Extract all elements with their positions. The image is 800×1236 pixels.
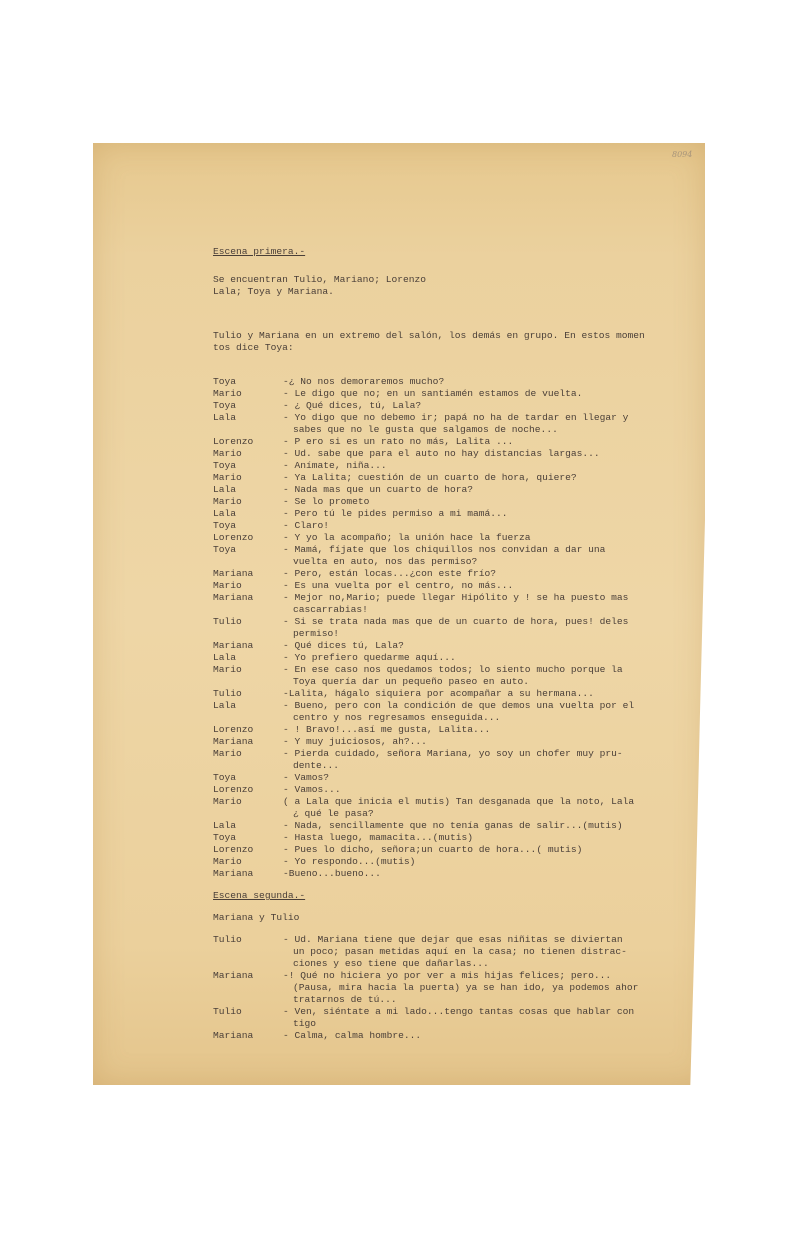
dialogue-text: vuelta en auto, nos das permiso? <box>293 556 478 567</box>
speaker-name: Mario <box>213 388 242 399</box>
dialogue-line <box>213 700 683 712</box>
dialogue-text: - Mejor no,Mario; puede llegar Hipólito y ! se ha puesto mas <box>283 592 629 603</box>
dialogue-line <box>213 568 683 580</box>
dialogue-text: - Pero, están locas...¿con este frío? <box>283 568 497 579</box>
dialogue-text: - Ud. sabe que para el auto no hay distancias largas... <box>283 448 600 459</box>
spacer <box>213 880 683 890</box>
dialogue-line <box>213 376 683 388</box>
speaker-name: Toya <box>213 376 237 387</box>
dialogue-text: tratarnos de tú... <box>293 994 397 1005</box>
speaker-name: Mariana <box>213 640 254 651</box>
speaker-name: Lorenzo <box>213 532 254 543</box>
dialogue-text: -! Qué no hiciera yo por ver a mis hijas felices; pero... <box>283 970 612 981</box>
dialogue-text: - Yo prefiero quedarme aquí... <box>283 652 456 663</box>
dialogue-text: - Yo digo que no debemo ir; papá no ha de tardar en llegar y <box>283 412 629 423</box>
dialogue-text: -¿ No nos demoraremos mucho? <box>283 376 445 387</box>
dialogue-line <box>213 532 683 544</box>
speaker-name: Lorenzo <box>213 844 254 855</box>
dialogue-text: cascarrabias! <box>293 604 368 615</box>
dialogue-text: tigo <box>293 1018 317 1029</box>
speaker-name: Mario <box>213 496 242 507</box>
dialogue-text: - Ud. Mariana tiene que dejar que esas niñitas se diviertan <box>283 934 623 945</box>
dialogue-line <box>213 1018 683 1030</box>
speaker-name: Toya <box>213 544 237 555</box>
dialogue-line <box>213 496 683 508</box>
dialogue-line <box>213 958 683 970</box>
dialogue-text: - Calma, calma hombre... <box>283 1030 422 1041</box>
dialogue-text: Toya quería dar un pequeño paseo en auto. <box>293 676 530 687</box>
dialogue-text: - Yo respondo...(mutis) <box>283 856 416 867</box>
speaker-name: Mariana <box>213 592 254 603</box>
dialogue-line <box>213 388 683 400</box>
speaker-name: Mariana <box>213 736 254 747</box>
dialogue-line <box>213 1030 683 1042</box>
dialogue-text: - Y yo la acompaño; la unión hace la fuerza <box>283 532 531 543</box>
script-document <box>213 246 683 1042</box>
speaker-name: Lorenzo <box>213 784 254 795</box>
speaker-name: Mario <box>213 856 242 867</box>
speaker-name: Lala <box>213 652 237 663</box>
dialogue-line <box>213 640 683 652</box>
dialogue-line <box>213 556 683 568</box>
spacer <box>213 924 683 934</box>
dialogue-text: sabes que no le gusta que salgamos de noche... <box>293 424 558 435</box>
dialogue-line <box>213 544 683 556</box>
dialogue-line <box>213 412 683 424</box>
dialogue-line <box>213 592 683 604</box>
dialogue-line <box>213 664 683 676</box>
stage-direction: Lala; Toya y Mariana. <box>213 286 334 297</box>
dialogue-line <box>213 616 683 628</box>
dialogue-text: - Le digo que no; en un santiamén estamos de vuelta. <box>283 388 583 399</box>
dialogue-line <box>213 772 683 784</box>
dialogue-line <box>213 796 683 808</box>
dialogue-text: - Ven, siéntate a mi lado...tengo tantas cosas que hablar con <box>283 1006 635 1017</box>
speaker-name: Mario <box>213 796 242 807</box>
dialogue-text: un poco; pasan metidas aquí en la casa; no tienen distrac- <box>293 946 627 957</box>
scene-title: Escena primera.- <box>213 246 306 257</box>
dialogue-line <box>213 856 683 868</box>
dialogue-text: - Pero tú le pides permiso a mi mamá... <box>283 508 508 519</box>
dialogue-line <box>213 994 683 1006</box>
speaker-name: Lala <box>213 700 237 711</box>
speaker-name: Mariana <box>213 1030 254 1041</box>
dialogue-line <box>213 1006 683 1018</box>
dialogue-line <box>213 676 683 688</box>
dialogue-text: permiso! <box>293 628 340 639</box>
dialogue-line <box>213 934 683 946</box>
speaker-name: Mariana <box>213 568 254 579</box>
speaker-name: Mario <box>213 664 242 675</box>
dialogue-text: -Lalita, hágalo siquiera por acompañar a su hermana... <box>283 688 594 699</box>
dialogue-text: centro y nos regresamos enseguida... <box>293 712 501 723</box>
dialogue-text: (Pausa, mira hacia la puerta) ya se han ido, ya podemos ahor <box>293 982 639 993</box>
speaker-name: Lorenzo <box>213 436 254 447</box>
speaker-name: Mario <box>213 748 242 759</box>
dialogue-text: - Bueno, pero con la condición de que demos una vuelta por el <box>283 700 635 711</box>
spacer <box>213 902 683 912</box>
speaker-name: Tulio <box>213 934 242 945</box>
stage-direction: Se encuentran Tulio, Mariano; Lorenzo <box>213 274 427 285</box>
spacer <box>213 258 683 274</box>
dialogue-line <box>213 628 683 640</box>
speaker-name: Mario <box>213 448 242 459</box>
dialogue-line <box>213 580 683 592</box>
dialogue-line <box>213 436 683 448</box>
dialogue-line <box>213 832 683 844</box>
spacer <box>213 354 683 376</box>
speaker-name: Tulio <box>213 616 242 627</box>
speaker-name: Lala <box>213 412 237 423</box>
speaker-name: Lorenzo <box>213 724 254 735</box>
dialogue-line <box>213 400 683 412</box>
dialogue-line <box>213 484 683 496</box>
dialogue-line <box>213 472 683 484</box>
speaker-name: Lala <box>213 508 237 519</box>
dialogue-line <box>213 448 683 460</box>
speaker-name: Mariana <box>213 970 254 981</box>
dialogue-text: - Nada mas que un cuarto de hora? <box>283 484 473 495</box>
dialogue-line <box>213 424 683 436</box>
speaker-name: Toya <box>213 772 237 783</box>
dialogue-line <box>213 748 683 760</box>
speaker-name: Mario <box>213 472 242 483</box>
dialogue-text: - Nada, sencillamente que no tenía ganas de salir...(mutis) <box>283 820 623 831</box>
dialogue-text: -Bueno...bueno... <box>283 868 381 879</box>
archive-number: 8094 <box>672 150 693 159</box>
dialogue-line <box>213 868 683 880</box>
dialogue-line <box>213 460 683 472</box>
dialogue-text: - Pierda cuidado, señora Mariana, yo soy un chofer muy pru- <box>283 748 623 759</box>
dialogue-text: - Vamos? <box>283 772 330 783</box>
dialogue-text: dente... <box>293 760 340 771</box>
dialogue-line <box>213 808 683 820</box>
speaker-name: Tulio <box>213 1006 242 1017</box>
speaker-name: Lala <box>213 820 237 831</box>
dialogue-line <box>213 982 683 994</box>
dialogue-text: - ¿ Qué dices, tú, Lala? <box>283 400 422 411</box>
dialogue-line <box>213 760 683 772</box>
dialogue-line <box>213 946 683 958</box>
dialogue-text: - Se lo prometo <box>283 496 370 507</box>
dialogue-text: - Es una vuelta por el centro, no más... <box>283 580 514 591</box>
dialogue-text: - Hasta luego, mamacita...(mutis) <box>283 832 473 843</box>
spacer <box>213 320 683 330</box>
dialogue-line <box>213 604 683 616</box>
dialogue-text: - Si se trata nada mas que de un cuarto de hora, pues! deles <box>283 616 629 627</box>
dialogue-text: - Anímate, niña... <box>283 460 387 471</box>
dialogue-line <box>213 520 683 532</box>
speaker-name: Toya <box>213 400 237 411</box>
dialogue-line <box>213 508 683 520</box>
dialogue-text: - Qué dices tú, Lala? <box>283 640 404 651</box>
dialogue-line <box>213 652 683 664</box>
speaker-name: Toya <box>213 832 237 843</box>
speaker-name: Tulio <box>213 688 242 699</box>
dialogue-text: - En ese caso nos quedamos todos; lo siento mucho porque la <box>283 664 623 675</box>
dialogue-text: - Y muy juiciosos, ah?... <box>283 736 427 747</box>
spacer <box>213 298 683 320</box>
dialogue-text: - P ero si es un rato no más, Lalita ... <box>283 436 514 447</box>
stage-direction: tos dice Toya: <box>213 342 294 353</box>
dialogue-text: ciones y eso tiene que dañarlas... <box>293 958 489 969</box>
speaker-name: Toya <box>213 520 237 531</box>
speaker-name: Mario <box>213 580 242 591</box>
speaker-name: Lala <box>213 484 237 495</box>
scene-title: Escena segunda.- <box>213 890 306 901</box>
dialogue-text: - ! Bravo!...así me gusta, Lalita... <box>283 724 491 735</box>
dialogue-line <box>213 724 683 736</box>
dialogue-text: ¿ qué le pasa? <box>293 808 374 819</box>
dialogue-line <box>213 736 683 748</box>
speaker-name: Mariana <box>213 868 254 879</box>
stage-direction: Mariana y Tulio <box>213 912 300 923</box>
dialogue-text: - Ya Lalita; cuestión de un cuarto de hora, quiere? <box>283 472 577 483</box>
dialogue-line <box>213 820 683 832</box>
dialogue-text: - Vamos... <box>283 784 341 795</box>
dialogue-line <box>213 784 683 796</box>
dialogue-line <box>213 688 683 700</box>
dialogue-text: - Claro! <box>283 520 330 531</box>
dialogue-text: ( a Lala que inicia el mutis) Tan desganada que la noto, Lala <box>283 796 635 807</box>
dialogue-text: - Mamá, fíjate que los chiquillos nos convidan a dar una <box>283 544 606 555</box>
stage-direction: Tulio y Mariana en un extremo del salón, los demás en grupo. En estos momen <box>213 330 645 341</box>
dialogue-line <box>213 970 683 982</box>
dialogue-text: - Pues lo dicho, señora;un cuarto de hora...( mutis) <box>283 844 583 855</box>
dialogue-line <box>213 712 683 724</box>
dialogue-line <box>213 844 683 856</box>
speaker-name: Toya <box>213 460 237 471</box>
